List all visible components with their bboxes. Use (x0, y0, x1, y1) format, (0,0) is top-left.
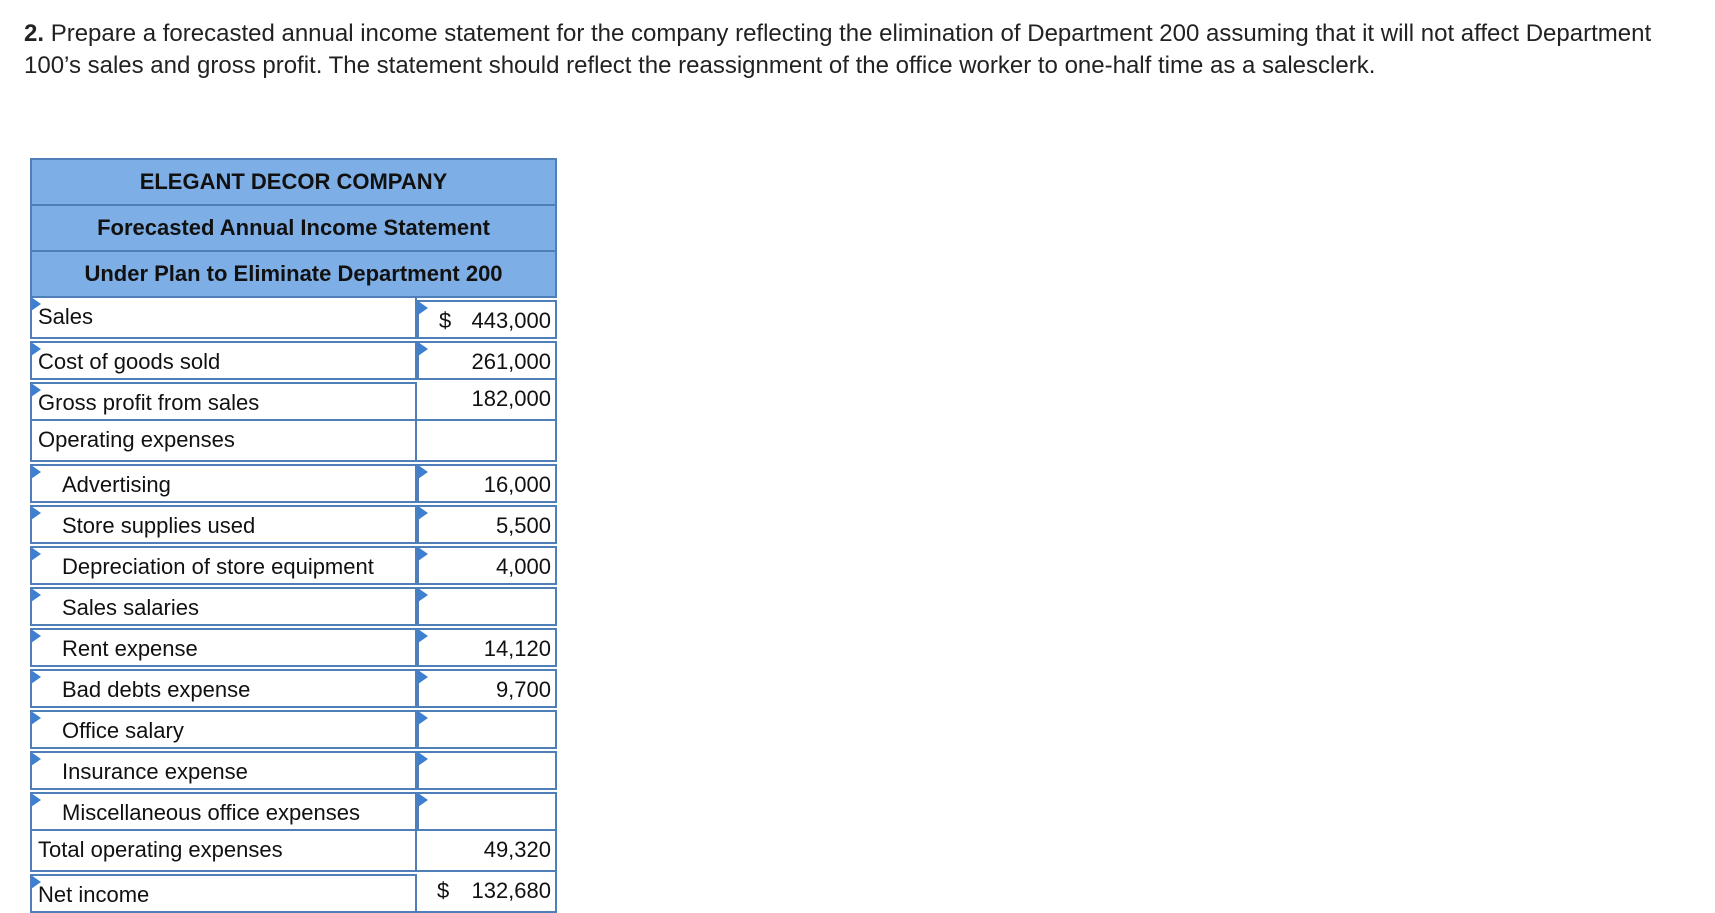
label-cell[interactable] (30, 464, 417, 503)
dropdown-marker-icon (418, 670, 428, 684)
dropdown-marker-icon (418, 588, 428, 602)
income-statement-table (30, 158, 557, 913)
label-cell[interactable] (30, 505, 417, 544)
table-row-cogs (30, 339, 557, 380)
value-input-office-salary[interactable] (417, 710, 557, 749)
value-input-insurance[interactable] (417, 751, 557, 790)
label-cell (30, 421, 417, 462)
dollar-sign: $ (437, 878, 450, 903)
dropdown-marker-icon (418, 465, 428, 479)
value-input-depreciation[interactable] (417, 546, 557, 585)
table-row-net-income (30, 872, 557, 913)
label-cell[interactable] (30, 669, 417, 708)
row-value: 443,000 (471, 308, 551, 333)
label-cell[interactable] (30, 792, 417, 831)
value-cell-net-income (417, 872, 557, 913)
value-input-cogs[interactable] (417, 341, 557, 380)
row-label: Office salary (62, 718, 184, 743)
row-label: Total operating expenses (38, 837, 283, 862)
question-number: 2. (24, 20, 45, 47)
value-input-rent-expense[interactable] (417, 628, 557, 667)
dropdown-marker-icon (418, 629, 428, 643)
dropdown-marker-icon (418, 506, 428, 520)
row-value: 182,000 (471, 386, 551, 411)
value-cell-gross-profit (417, 380, 557, 421)
label-cell[interactable] (30, 382, 417, 421)
dropdown-marker-icon (31, 465, 41, 479)
row-value: 16,000 (483, 472, 551, 497)
table-row-sales-salaries (30, 585, 557, 626)
row-value: 14,120 (483, 636, 551, 661)
dollar-sign: $ (439, 308, 452, 333)
question-text: Prepare a forecasted annual income statement for the company reflecting the elimination of Department 200 assuming that it will not affect Department 100’s sales and gross profit. The statement should reflect the reassignment of the office worker to one-half time as a salesclerk. (24, 20, 1652, 79)
dropdown-marker-icon (418, 793, 428, 807)
table-row-total-operating (30, 831, 557, 872)
row-label: Store supplies used (62, 513, 256, 538)
label-cell[interactable] (30, 751, 417, 790)
value-input-sales-salaries[interactable] (417, 587, 557, 626)
label-cell[interactable] (30, 874, 417, 913)
row-label: Sales salaries (62, 595, 199, 620)
value-cell-empty (417, 421, 557, 462)
row-value: 9,700 (495, 677, 551, 702)
row-label: Insurance expense (62, 759, 248, 784)
company-name-header: ELEGANT DECOR COMPANY (30, 158, 557, 204)
table-row-insurance (30, 749, 557, 790)
row-label: Depreciation of store equipment (62, 554, 374, 579)
dropdown-marker-icon (418, 711, 428, 725)
table-row-bad-debts (30, 667, 557, 708)
value-cell-total-operating (417, 831, 557, 872)
value-input-store-supplies[interactable] (417, 505, 557, 544)
dropdown-marker-icon (418, 547, 428, 561)
row-value: 261,000 (471, 349, 551, 374)
value-input-advertising[interactable] (417, 464, 557, 503)
label-cell[interactable] (30, 341, 417, 380)
question-prompt (24, 18, 1694, 82)
dropdown-marker-icon (31, 670, 41, 684)
dropdown-marker-icon (31, 875, 41, 889)
table-row-operating-expenses (30, 421, 557, 462)
table-row-sales (30, 298, 557, 339)
dropdown-marker-icon (418, 342, 428, 356)
row-value: 132,680 (471, 878, 551, 903)
table-row-advertising (30, 462, 557, 503)
row-label: Cost of goods sold (38, 349, 221, 374)
table-row-rent-expense (30, 626, 557, 667)
dropdown-marker-icon (31, 588, 41, 602)
dropdown-marker-icon (31, 711, 41, 725)
label-cell[interactable] (30, 587, 417, 626)
dropdown-marker-icon (31, 383, 41, 397)
dropdown-marker-icon (31, 506, 41, 520)
table-row-depreciation (30, 544, 557, 585)
statement-subtitle-header: Under Plan to Eliminate Department 200 (30, 250, 557, 298)
row-label: Rent expense (62, 636, 198, 661)
table-row-store-supplies (30, 503, 557, 544)
dropdown-marker-icon (31, 793, 41, 807)
statement-title-header: Forecasted Annual Income Statement (30, 204, 557, 250)
table-row-misc-office (30, 790, 557, 831)
row-label: Bad debts expense (62, 677, 251, 702)
value-input-bad-debts[interactable] (417, 669, 557, 708)
dropdown-marker-icon (31, 342, 41, 356)
label-cell[interactable] (30, 710, 417, 749)
row-label: Sales (38, 304, 94, 329)
label-cell[interactable] (30, 298, 417, 339)
row-label: Gross profit from sales (38, 390, 260, 415)
row-label: Net income (38, 882, 150, 907)
table-row-office-salary (30, 708, 557, 749)
dropdown-marker-icon (31, 629, 41, 643)
value-input-sales[interactable] (417, 300, 557, 339)
table-row-gross-profit (30, 380, 557, 421)
label-cell (30, 831, 417, 872)
dropdown-marker-icon (31, 752, 41, 766)
row-value: 4,000 (495, 554, 551, 579)
row-value: 49,320 (483, 837, 551, 862)
dropdown-marker-icon (418, 301, 428, 315)
value-input-misc-office[interactable] (417, 792, 557, 831)
label-cell[interactable] (30, 546, 417, 585)
dropdown-marker-icon (31, 547, 41, 561)
label-cell[interactable] (30, 628, 417, 667)
row-label: Miscellaneous office expenses (62, 800, 360, 825)
row-value: 5,500 (495, 513, 551, 538)
row-label: Advertising (62, 472, 171, 497)
row-label: Operating expenses (38, 427, 235, 452)
dropdown-marker-icon (418, 752, 428, 766)
dropdown-marker-icon (31, 298, 41, 311)
